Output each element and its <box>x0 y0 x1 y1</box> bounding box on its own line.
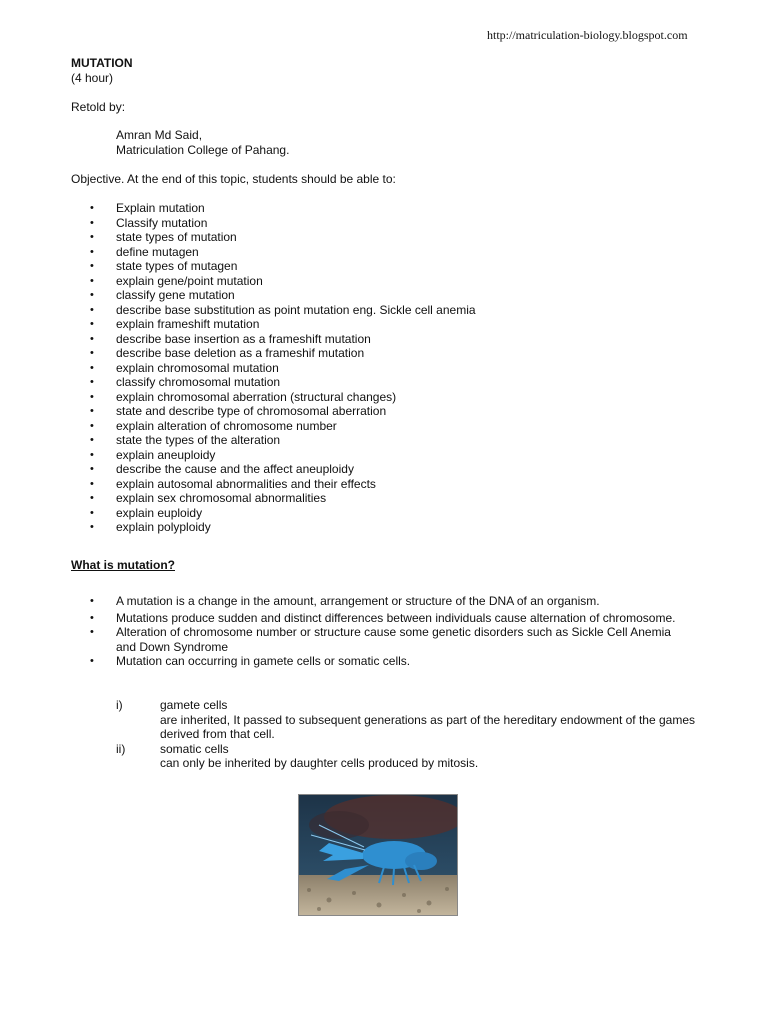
author-name: Amran Md Said, <box>116 128 203 142</box>
list-item: • describe base insertion as a frameshift mutation <box>0 332 476 347</box>
list-item: • explain chromosomal mutation <box>0 361 476 376</box>
list-item: • classify chromosomal mutation <box>0 375 476 390</box>
author-institution: Matriculation College of Pahang. <box>116 143 290 157</box>
blue-crayfish-photo <box>298 794 458 916</box>
list-item: • state types of mutation <box>0 230 476 245</box>
cell-type-description: are inherited, It passed to subsequent generations as part of the hereditary endowment of the games derived from that cell. <box>160 712 696 741</box>
cell-type-description: can only be inherited by daughter cells produced by mitosis. <box>160 756 479 770</box>
list-item: • state and describe type of chromosomal aberration <box>0 404 476 419</box>
list-item <box>0 625 700 654</box>
point-text: • Mutation can occurring in gamete cells or somatic cells. <box>116 654 411 668</box>
list-item: • explain sex chromosomal abnormalities <box>0 491 476 506</box>
cell-type-number: ii) <box>116 741 126 756</box>
list-item: • state types of mutagen <box>0 259 476 274</box>
cell-type-name: gamete cells <box>160 698 228 712</box>
list-item <box>0 594 700 609</box>
objectives-list <box>0 201 476 535</box>
point-text: • Alteration of chromosome number or structure cause some genetic disorders such as Sickle Cell Anemia and Down Syndrome <box>116 625 671 654</box>
cell-type-name: somatic cells <box>160 741 229 756</box>
cell-type-item <box>0 742 700 771</box>
document-title: MUTATION <box>71 56 133 70</box>
list-item <box>0 611 700 626</box>
list-item <box>0 654 700 669</box>
list-item: • state the types of the alteration <box>0 433 476 448</box>
list-item: • explain alteration of chromosome number <box>0 419 476 434</box>
duration: (4 hour) <box>71 71 114 85</box>
source-url: http://matriculation-biology.blogspot.com <box>487 28 688 42</box>
list-item: • explain polyploidy <box>0 520 476 535</box>
list-item: • describe base deletion as a frameshif mutation <box>0 346 476 361</box>
list-item: • classify gene mutation <box>0 288 476 303</box>
list-item: • Classify mutation <box>0 216 476 231</box>
author-block <box>116 128 289 158</box>
list-item: • explain chromosomal aberration (structural changes) <box>0 390 476 405</box>
list-item: • describe base substitution as point mutation eng. Sickle cell anemia <box>0 303 476 318</box>
list-item: • explain autosomal abnormalities and their effects <box>0 477 476 492</box>
list-item: • define mutagen <box>0 245 476 260</box>
list-item: • describe the cause and the affect aneuploidy <box>0 462 476 477</box>
section-heading: What is mutation? <box>71 558 175 572</box>
list-item: • Explain mutation <box>0 201 476 216</box>
cell-type-item <box>0 698 700 742</box>
cell-type-number: i) <box>116 698 123 712</box>
cell-types-list <box>0 698 700 771</box>
list-item: • explain aneuploidy <box>0 448 476 463</box>
point-text: • Mutations produce sudden and distinct differences between individuals cause alternation of chromosome. <box>116 610 676 625</box>
list-item: • explain euploidy <box>0 506 476 521</box>
mutation-points-list <box>0 594 700 669</box>
objective-intro: Objective. At the end of this topic, students should be able to: <box>71 172 396 186</box>
retold-label: Retold by: <box>71 100 126 114</box>
list-item: • explain frameshift mutation <box>0 317 476 332</box>
list-item: • explain gene/point mutation <box>0 274 476 289</box>
point-text: • A mutation is a change in the amount, arrangement or structure of the DNA of an organism. <box>116 594 600 608</box>
crayfish-image <box>299 795 457 915</box>
